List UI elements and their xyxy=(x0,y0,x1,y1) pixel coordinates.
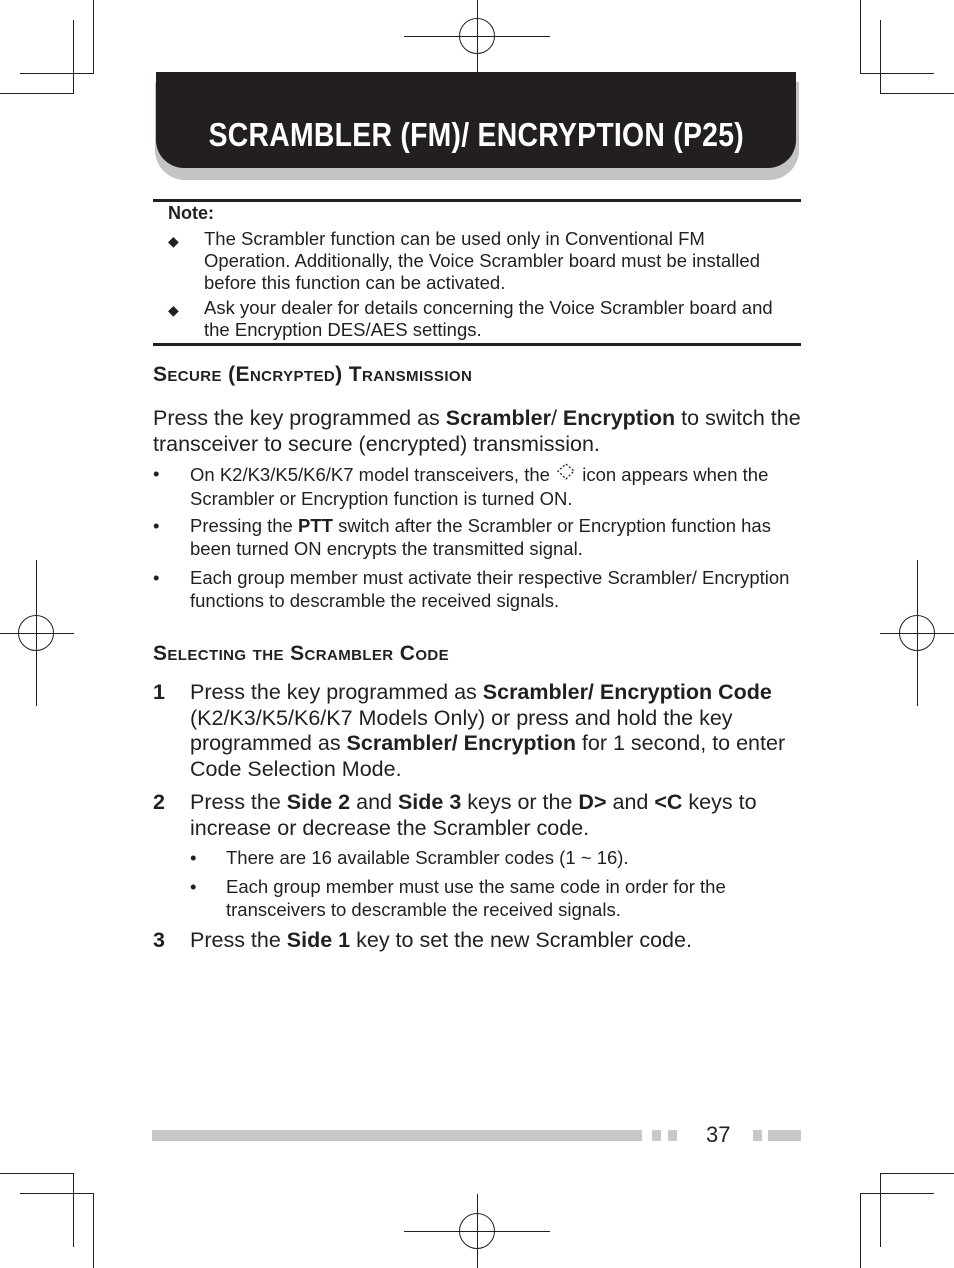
section-heading-scrambler-code: Selecting the Scrambler Code xyxy=(153,642,450,665)
bullet-icon: • xyxy=(190,876,197,897)
diamond-bullet-icon: ◆ xyxy=(168,302,179,318)
note-item xyxy=(168,297,778,341)
note-text: The Scrambler function can be used only in Conventional FM Operation. Additionally, the Voice Scrambler board must be installed before this function can be activated. xyxy=(204,228,760,293)
page-number: 37 xyxy=(706,1122,731,1147)
step-1: 1 Press the key programmed as Scrambler/ Encryption Code (K2/K3/K5/K6/K7 Models Only) or press and hold the key programmed as Scrambler/ Encryption for 1 second, to enter Code Selection Mode. xyxy=(153,680,786,781)
note-text: Ask your dealer for details concerning the Voice Scrambler board and the Encryption DES/AES settings. xyxy=(204,297,773,340)
note-label: Note: xyxy=(168,203,214,223)
step-2: 2 Press the Side 2 and Side 3 keys or the D> and <C keys to increase or decrease the Scrambler code. xyxy=(153,790,757,840)
bullet-icon: • xyxy=(153,567,160,588)
bullet-icon: • xyxy=(153,515,160,536)
list-item: • Pressing the PTT switch after the Scrambler or Encryption function has been turned ON encrypts the transmitted signal. xyxy=(153,515,771,559)
page-title: SCRAMBLER (FM)/ ENCRYPTION (P25) xyxy=(208,116,744,153)
note-item xyxy=(168,228,778,294)
page-header-banner xyxy=(156,72,796,168)
scrambler-status-icon xyxy=(555,462,577,487)
note-bottom-rule xyxy=(153,343,801,346)
bullet-icon: • xyxy=(153,463,160,484)
sub-list-item: • There are 16 available Scrambler codes (1 ~ 16). xyxy=(190,847,629,868)
section1-intro: Press the key programmed as Scrambler/ Encryption to switch the transceiver to secure (encrypted) transmission. xyxy=(153,406,801,456)
bullet-icon: • xyxy=(190,847,197,868)
note-top-rule xyxy=(153,199,801,202)
step-3: 3 Press the Side 1 key to set the new Scrambler code. xyxy=(153,928,692,952)
list-item: • Each group member must activate their respective Scrambler/ Encryption functions to descramble the received signals. xyxy=(153,567,790,611)
diamond-bullet-icon: ◆ xyxy=(168,233,179,249)
sub-list-item: • Each group member must use the same code in order for the transceivers to descramble the received signals. xyxy=(190,876,726,920)
section-heading-secure-transmission: Secure (Encrypted) Transmission xyxy=(153,363,473,386)
list-item: • On K2/K3/K5/K6/K7 model transceivers, the icon appears when the Scrambler or Encryption function is turned ON. xyxy=(153,463,769,509)
